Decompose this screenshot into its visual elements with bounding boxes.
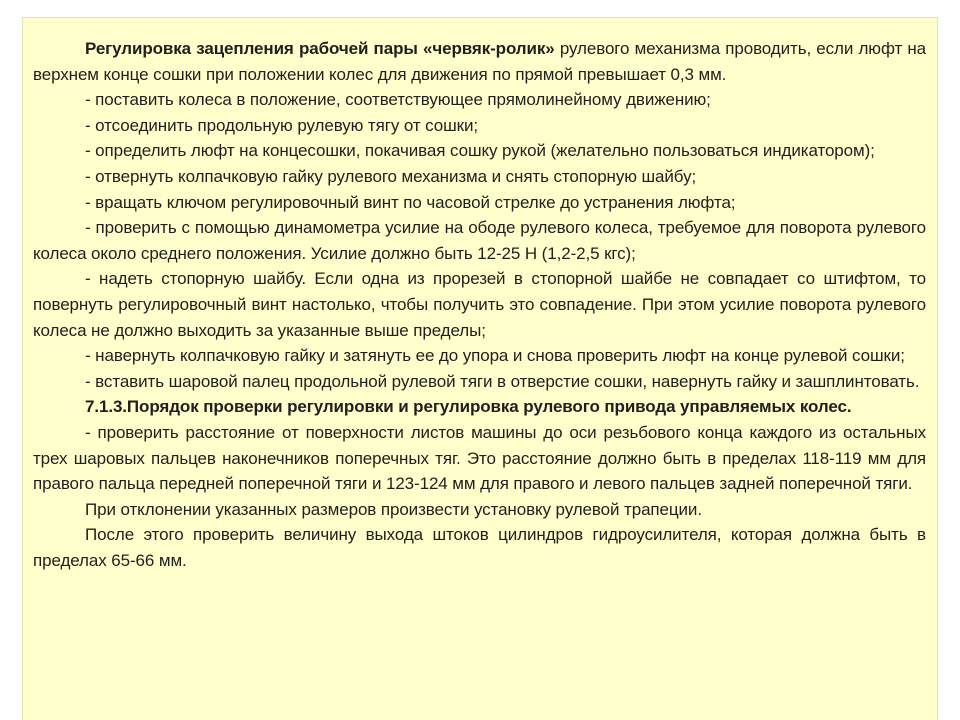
intro-paragraph: [33, 36, 926, 87]
intro-text: рулевого механизма проводить, если люфт на верхнем конце сошки при положении колес для движения по прямой превышает 0,3 мм.: [33, 39, 926, 84]
step-item: - отвернуть колпачковую гайку рулевого механизма и снять стопорную шайбу;: [85, 166, 697, 186]
intro-bold-lead: Регулировка зацепления рабочей пары «червяк-ролик»: [85, 39, 555, 58]
section-paragraph: При отклонении указанных размеров произвести установку рулевой трапеции.: [85, 499, 702, 519]
step-item: - навернуть колпачковую гайку и затянуть ее до упора и снова проверить люфт на конце рулевой сошки;: [85, 346, 905, 366]
slide-content-panel: [22, 17, 938, 720]
step-item: - вставить шаровой палец продольной рулевой тяги в отверстие сошки, навернуть гайку и зашплинтовать.: [85, 371, 920, 391]
step-item: - поставить колеса в положение, соответствующее прямолинейному движению;: [85, 90, 711, 110]
step-item: - проверить с помощью динамометра усилие на ободе рулевого колеса, требуемое для поворота рулевого колеса около среднего положения. Усилие должно быть 12-25 Н (1,2-2,5 кгс);: [33, 218, 926, 263]
step-item: - отсоединить продольную рулевую тягу от сошки;: [85, 115, 478, 135]
step-item: - вращать ключом регулировочный винт по часовой стрелке до устранения люфта;: [85, 192, 736, 212]
step-item: - надеть стопорную шайбу. Если одна из прорезей в стопорной шайбе не совпадает со штифтом, то повернуть регулировочный винт настолько, чтобы получить это совпадение. При этом усилие поворота рулевого колеса не должно выходить за указанные выше пределы;: [33, 269, 926, 340]
section-paragraph: После этого проверить величину выхода штоков цилиндров гидроусилителя, которая должна быть в пределах 65-66 мм.: [33, 525, 926, 570]
document-body: [33, 36, 926, 573]
section-heading: 7.1.3.Порядок проверки регулировки и регулировка рулевого привода управляемых колес.: [85, 397, 852, 417]
section-paragraph: - проверить расстояние от поверхности листов машины до оси резьбового конца каждого из остальных трех шаровых пальцев наконечников поперечных тяг. Это расстояние должно быть в пределах 118-119 мм для правого пальца передней поперечной тяги и 123-124 мм для правого и левого пальцев задней поперечной тяги.: [33, 422, 926, 494]
step-item: - определить люфт на концесошки, покачивая сошку рукой (желательно пользоваться индикатором);: [85, 141, 875, 161]
